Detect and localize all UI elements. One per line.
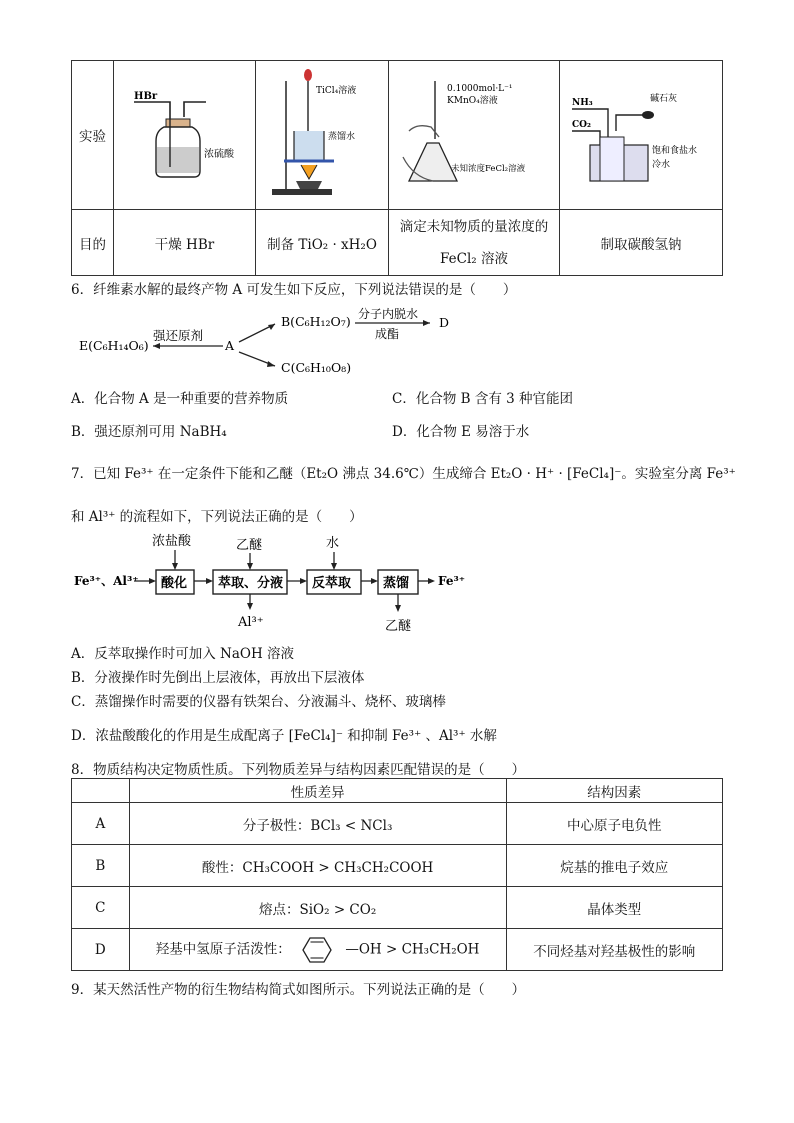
flow-product: Fe³⁺ — [438, 574, 466, 588]
apparatus-cell-3 — [389, 61, 560, 210]
flow-input: Fe³⁺、Al³⁺ — [74, 574, 139, 588]
label-soda-lime: 碱石灰 — [650, 94, 678, 104]
compound-c: C(C₆H₁₀O₈) — [281, 360, 352, 375]
q8-header-factor: 结构因素 — [506, 779, 722, 803]
q8-row-d-factor: 不同烃基对羟基极性的影响 — [506, 929, 722, 971]
row-header-purpose: 目的 — [72, 210, 114, 276]
q8-row-b-property: 酸性：CH₃COOH > CH₃CH₂COOH — [129, 845, 506, 887]
q6-option-a[interactable]: A．化合物 A 是一种重要的营养物质 — [71, 391, 289, 407]
q8-row-d-property — [129, 929, 506, 971]
q7-flow-diagram — [72, 530, 492, 638]
purpose-3-line2: FeCl₂ 溶液 — [440, 250, 508, 267]
q8-row-c-label: C — [72, 887, 130, 929]
label-distilled-water: 蒸馏水 — [328, 132, 356, 142]
q8-header-property: 性质差异 — [129, 779, 506, 803]
q8-row-b-label: B — [72, 845, 130, 887]
label-saturated-brine: 饱和食盐水 — [652, 146, 698, 156]
row-header-experiment: 实验 — [72, 61, 114, 210]
q8-stem: 8．物质结构决定物质性质。下列物质差异与结构因素匹配错误的是（ ） — [71, 762, 526, 778]
q6-option-b[interactable]: B．强还原剂可用 NaBH₄ — [71, 424, 227, 440]
q6-option-d[interactable]: D．化合物 E 易溶于水 — [392, 424, 530, 440]
q8-row-c-factor: 晶体类型 — [506, 887, 722, 929]
q7-option-b[interactable]: B．分液操作时先倒出上层液体，再放出下层液体 — [71, 670, 365, 686]
reagent-ether: 乙醚 — [236, 538, 263, 553]
titration-flask-icon — [389, 61, 559, 205]
q7-option-c[interactable]: C．蒸馏操作时需要的仪器有铁架台、分液漏斗、烧杯、玻璃棒 — [71, 694, 446, 710]
q6-stem: 6．纤维素水解的最终产物 A 可发生如下反应，下列说法错误的是（ ） — [71, 282, 517, 298]
reagent-water: 水 — [326, 536, 340, 551]
arrow-bottom-label: 成酯 — [375, 327, 400, 341]
compound-a: A — [225, 338, 235, 353]
q7-stem-line1: 7．已知 Fe³⁺ 在一定条件下能和乙醚（Et₂O 沸点 34.6℃）生成缔合 Et₂O · H⁺ · [FeCl₄]⁻。实验室分离 Fe³⁺ — [71, 466, 736, 482]
q8-row-d-text: 羟基中氢原子活泼性： — [155, 941, 291, 957]
q8-row-d-label: D — [72, 929, 130, 971]
step-distill: 蒸馏 — [383, 576, 410, 591]
q8-row-a-label: A — [72, 803, 130, 845]
output-ether: 乙醚 — [385, 619, 412, 634]
step-acidify: 酸化 — [161, 576, 188, 591]
reagent-label: 强还原剂 — [153, 328, 204, 343]
q6-reaction-scheme — [75, 306, 495, 378]
q8-row-d-right: —OH > CH₃CH₂OH — [345, 941, 480, 957]
reagent-hcl: 浓盐酸 — [152, 534, 192, 549]
label-co2: CO₂ — [572, 120, 591, 130]
apparatus-cell-1 — [114, 61, 256, 210]
q8-row-b-factor: 烷基的推电子效应 — [506, 845, 722, 887]
q6-option-c[interactable]: C．化合物 B 含有 3 种官能团 — [392, 391, 574, 407]
purpose-2: 制备 TiO₂ · xH₂O — [256, 210, 389, 276]
step-extract: 萃取、分液 — [218, 576, 284, 591]
apparatus-cell-2 — [256, 61, 389, 210]
label-kmno4: KMnO₄溶液 — [447, 96, 498, 106]
q7-option-d[interactable]: D．浓盐酸酸化的作用是生成配离子 [FeCl₄]⁻ 和抑制 Fe³⁺ 、Al³⁺ 水解 — [71, 728, 497, 744]
q8-row-a-factor: 中心原子电负性 — [506, 803, 722, 845]
label-ticl4: TiCl₄溶液 — [316, 86, 357, 96]
apparatus-cell-4 — [560, 61, 723, 210]
purpose-4: 制取碳酸氢钠 — [560, 210, 723, 276]
arrow-top-label: 分子内脱水 — [358, 307, 419, 321]
q8-table — [71, 778, 723, 971]
label-fecl2: 未知浓度FeCl₂溶液 — [451, 164, 526, 174]
compound-e: E(C₆H₁₄O₆) — [79, 338, 149, 353]
purpose-3 — [389, 210, 560, 276]
burette-heating-icon — [256, 61, 388, 205]
experiment-table — [71, 60, 723, 276]
q8-header-blank — [72, 779, 130, 803]
compound-b: B(C₆H₁₂O₇) — [281, 314, 351, 329]
label-cold-water: 冷水 — [652, 160, 671, 170]
label-conc-sulfuric: 浓硫酸 — [204, 149, 234, 160]
q7-stem-line2: 和 Al³⁺ 的流程如下，下列说法正确的是（ ） — [71, 509, 363, 525]
purpose-1: 干燥 HBr — [114, 210, 256, 276]
benzene-ring-icon — [295, 935, 341, 965]
gas-reactor-icon — [560, 61, 722, 205]
purpose-3-line1: 滴定未知物质的量浓度的 — [399, 218, 549, 235]
label-nh3: NH₃ — [572, 98, 593, 108]
label-hbr: HBr — [134, 91, 158, 102]
gas-wash-bottle-icon — [114, 61, 255, 205]
q8-row-c-property: 熔点：SiO₂ > CO₂ — [129, 887, 506, 929]
output-al: Al³⁺ — [238, 615, 264, 630]
compound-d: D — [439, 315, 450, 330]
q8-row-a-property: 分子极性：BCl₃ < NCl₃ — [129, 803, 506, 845]
label-conc: 0.1000mol·L⁻¹ — [447, 84, 513, 94]
q7-option-a[interactable]: A．反萃取操作时可加入 NaOH 溶液 — [71, 646, 295, 662]
q9-stem: 9．某天然活性产物的衍生物结构简式如图所示。下列说法正确的是（ ） — [71, 982, 526, 998]
step-back-extract: 反萃取 — [312, 576, 352, 591]
